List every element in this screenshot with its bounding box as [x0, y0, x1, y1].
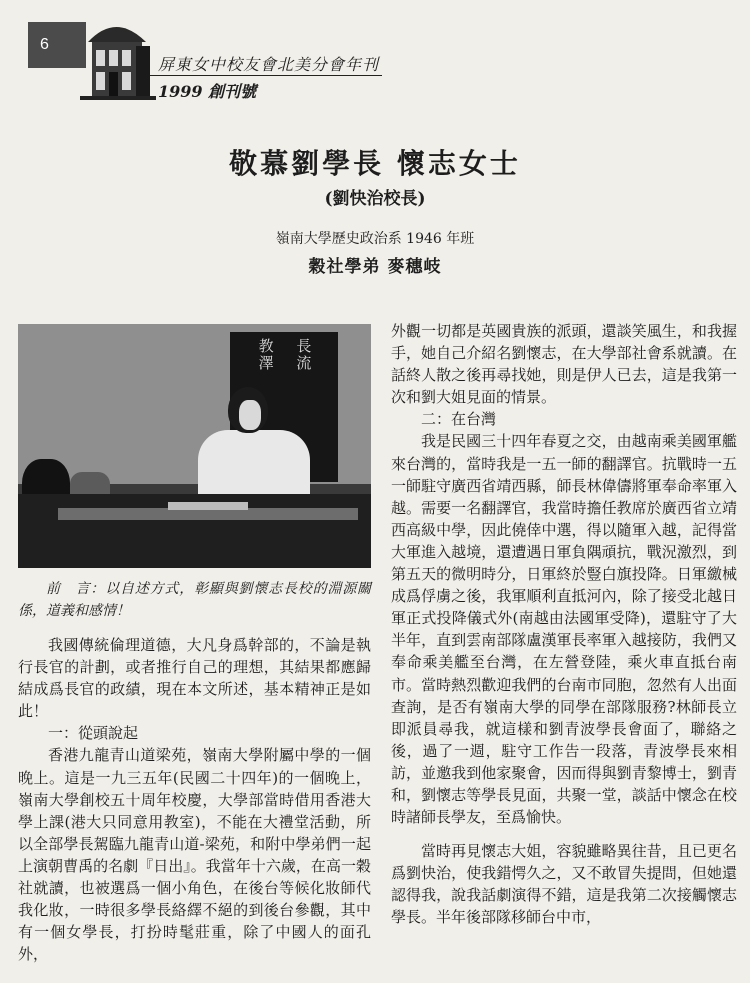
header-rule	[150, 75, 382, 76]
intro-paragraph: 我國傳統倫理道德，大凡身爲幹部的，不論是執行長官的計劃，或者推行自己的理想，其結果都應歸結成爲長官的政績，現在本文所述，基本精神正是如此！	[18, 636, 371, 721]
left-column	[18, 578, 371, 965]
page-number: 6	[28, 22, 86, 68]
preface-paragraph: 前 言：以自述方式，彰顯與劉懷志長校的淵源關係，道義和感情！	[18, 581, 371, 619]
banner-line: 教澤	[256, 338, 275, 372]
portrait-photo	[18, 324, 371, 568]
banner-line: 長流	[294, 338, 313, 372]
author-name: 穀社學弟 麥穗岐	[308, 257, 442, 277]
publication-name: 屏東女中校友會北美分會年刊	[158, 55, 380, 74]
right-column	[391, 320, 737, 929]
section-heading: 一：從頭說起	[48, 724, 139, 743]
paper-on-desk	[168, 502, 248, 510]
school-building-logo	[76, 12, 156, 104]
body-paragraph: 當時再見懷志大姐，容貌雖略異往昔，且已更名爲劉快治，使我錯愕久之，又不敢冒失提問，但她還認得我，說我話劇演得不錯，這是我第二次接觸懷志學長。半年後部隊移師台中市，	[391, 842, 737, 927]
section-heading: 二：在台灣	[421, 410, 497, 429]
article-title: 敬慕劉學長 懷志女士	[229, 147, 521, 180]
article-subtitle: (劉快治校長)	[324, 189, 426, 209]
body-paragraph: 香港九龍青山道梁苑，嶺南大學附屬中學的一個晚上。這是一九三五年(民國二十四年)的一個晚上，嶺南大學創校五十周年校慶，大學部當時借用香港大學上課(港大只同意用教室)，不能在大禮堂活動，所以全部學長駕臨九龍青山道-梁苑，和附中學弟們一起上演朝曹禹的名劇『日出』。我當年十六歲，在高一穀社就讀，也被選爲一個小角色，在後台等候化妝師代我化妝，一時很多學長絡繹不絕的到後台參觀，其中有一個女學長，打扮時髦莊重，除了中國人的面孔外，	[18, 746, 371, 964]
person-face	[239, 400, 261, 430]
issue-label: 1999 創刊號	[158, 82, 257, 101]
body-paragraph: 我是民國三十四年春夏之交，由越南乘美國軍艦來台灣的，當時我是一五一師的翻譯官。抗戰時一五一師駐守廣西省靖西縣，師長林偉儔將軍奉命率軍入越。需要一名翻譯官，我當時擔任教席於廣西省立靖西高級中學，因此僥倖中選，得以隨軍入越，記得當大軍進入越境，還遭遇日軍負隅頑抗，戰況激烈，到第五天的微明時分，日軍終於豎白旗投降。日軍繳械成爲俘虜之後，我軍順利直抵河內，除了接受北越日軍正式投降儀式外(南越由法國軍受降)，還駐守了大半年，直到雲南部隊盧漢軍長率軍入越接防，我們又奉命乘美艦至台灣，在左營登陸，乘火車直抵台南市。當時熱烈歡迎我們的台南市同胞，忽然有人出面查詢，是否有嶺南大學的同學在部隊服務?林師長立即派員尋我，就這樣和劉青波學長會面了，聯絡之後，過了一週，駐守工作告一段落，青波學長來相訪，並邀我到他家聚會，因而得與劉青黎博士，劉青和，劉懷志等學長見面，共聚一堂，談話中懷念在校時諸師長學友，至爲愉快。	[391, 432, 737, 827]
author-affiliation: 嶺南大學歷史政治系 1946 年班	[275, 231, 475, 247]
body-paragraph: 外觀一切都是英國貴族的派頭，還談笑風生，和我握手，她自己介紹名劉懷志，在大學部社會系就讀。在話終人散之後再尋找她，則是伊人已去，這是我第一次和劉大姐見面的情景。	[391, 322, 737, 407]
